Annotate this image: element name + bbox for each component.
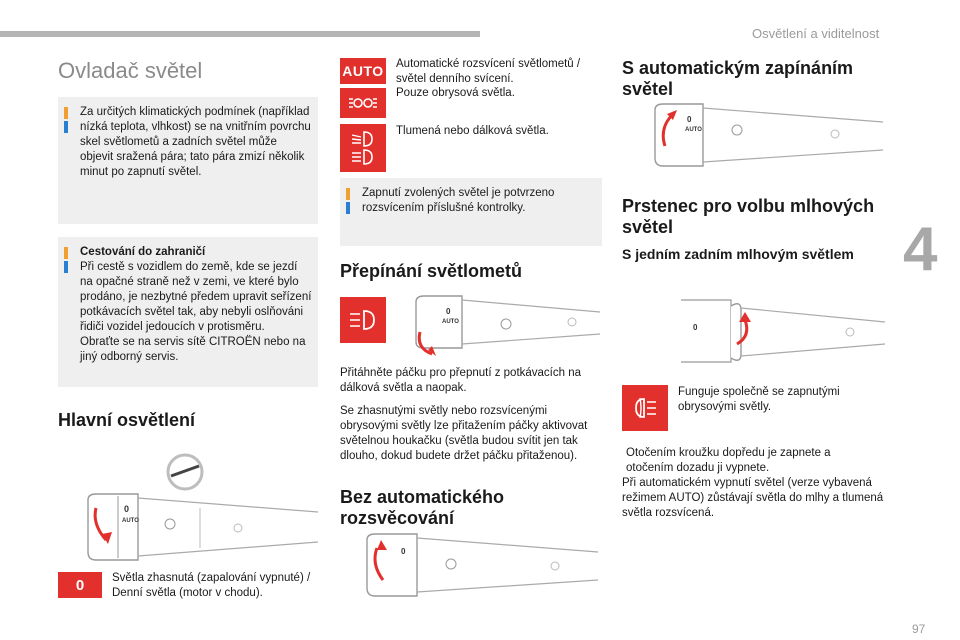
lever-illustration	[402, 292, 602, 360]
off-label: Světla zhasnutá (zapalování vypnuté) / Denní světla (motor v chodu).	[112, 572, 311, 599]
page-number: 97	[912, 622, 926, 636]
fog-icon-text: Funguje společně se zapnutými obrysovými světly.	[678, 386, 840, 413]
page-title: Ovladač světel	[58, 58, 203, 83]
lever-illustration	[78, 488, 320, 566]
note-text-2: Obraťte se na servis sítě CITROËN nebo na jiný odborný servis.	[80, 336, 306, 363]
sidelight-text: Pouze obrysová světla.	[396, 87, 515, 99]
steering-wheel-icon	[163, 452, 207, 492]
auto-icon: AUTO	[340, 58, 386, 84]
lever-zero-label: 0	[693, 323, 698, 332]
fog-text-block	[622, 446, 884, 476]
note-title: Cestování do zahraničí	[80, 246, 206, 258]
note-text: Za určitých klimatických podmínek (například nízká teplota, vlhkost) se na vnitřním povrchu skel světlometů a zadních světel může objevit sražená pára; tato pára zmizí několik minut po zapnutí světel.	[80, 106, 311, 178]
headlight-icon	[340, 297, 386, 343]
headlight-text: Tlumená nebo dálková světla.	[396, 125, 549, 137]
fog-text-2: Při automatickém vypnutí světel (verze vybavená režimem AUTO) zůstávají světla do mlhy a tlumená světla rozsvícená.	[622, 477, 884, 519]
info-note-condensation	[58, 97, 318, 224]
lever-zero-label: 0	[401, 547, 406, 556]
headlight-icon	[340, 124, 386, 172]
heading-fog-ring: Prstenec pro volbu mlhových světel	[622, 196, 875, 237]
heading-switch: Přepínání světlometů	[340, 261, 523, 281]
lever-zero-label: 0	[446, 307, 451, 316]
switch-text-2: Se zhasnutými světly nebo rozsvícenými obrysovými světly lze přitažením páčky aktivovat světelnou houkačku (světla budou svítit jen tak dlouho, dokud budete držet páčku přitaženou).	[340, 405, 588, 462]
info-note-abroad	[58, 237, 318, 387]
heading-auto-lights: S automatickým zapínáním světel	[622, 58, 854, 99]
heading-rear-fog: S jedním zadním mlhovým světlem	[622, 246, 854, 262]
lever-auto-label: AUTO	[122, 518, 139, 524]
note-text: Zapnutí zvolených světel je potvrzeno rozsvícením příslušné kontrolky.	[362, 187, 555, 214]
heading-no-auto: Bez automatického rozsvěcování	[340, 487, 505, 528]
zero-icon-label: 0	[75, 576, 85, 594]
lever-illustration	[355, 530, 600, 602]
top-rule	[0, 31, 480, 37]
note-text: Při cestě s vozidlem do země, kde se jezdí na opačné straně než v zemi, ve které bylo prodáno, je nezbytné předem upravit seřízení potkávacích světel tak, aby nebyli oslňováni řidiči vozidel jedoucích v protisměru.	[80, 261, 312, 333]
lever-auto-label: AUTO	[685, 127, 702, 133]
lever-zero-label: 0	[687, 115, 692, 124]
fog-text-1: Otočením kroužku dopředu je zapnete a otočením dozadu ji vypnete.	[626, 447, 831, 474]
auto-text: Automatické rozsvícení světlometů / světel denního svícení.	[396, 58, 581, 85]
chapter-title: Osvětlení a viditelnost	[752, 26, 880, 41]
lever-illustration	[675, 296, 887, 368]
switch-text-1: Přitáhněte páčku pro přepnutí z potkávacích na dálková světla a naopak.	[340, 367, 582, 394]
fog-rear-icon	[622, 385, 668, 431]
heading-main-lighting: Hlavní osvětlení	[58, 410, 196, 430]
sidelight-icon	[340, 88, 386, 118]
info-note-confirm	[340, 178, 602, 246]
lever-illustration	[645, 100, 885, 172]
lever-zero-label: 0	[124, 504, 130, 514]
chapter-number: 4	[903, 215, 938, 284]
lever-auto-label: AUTO	[442, 319, 459, 325]
zero-icon	[58, 572, 102, 598]
